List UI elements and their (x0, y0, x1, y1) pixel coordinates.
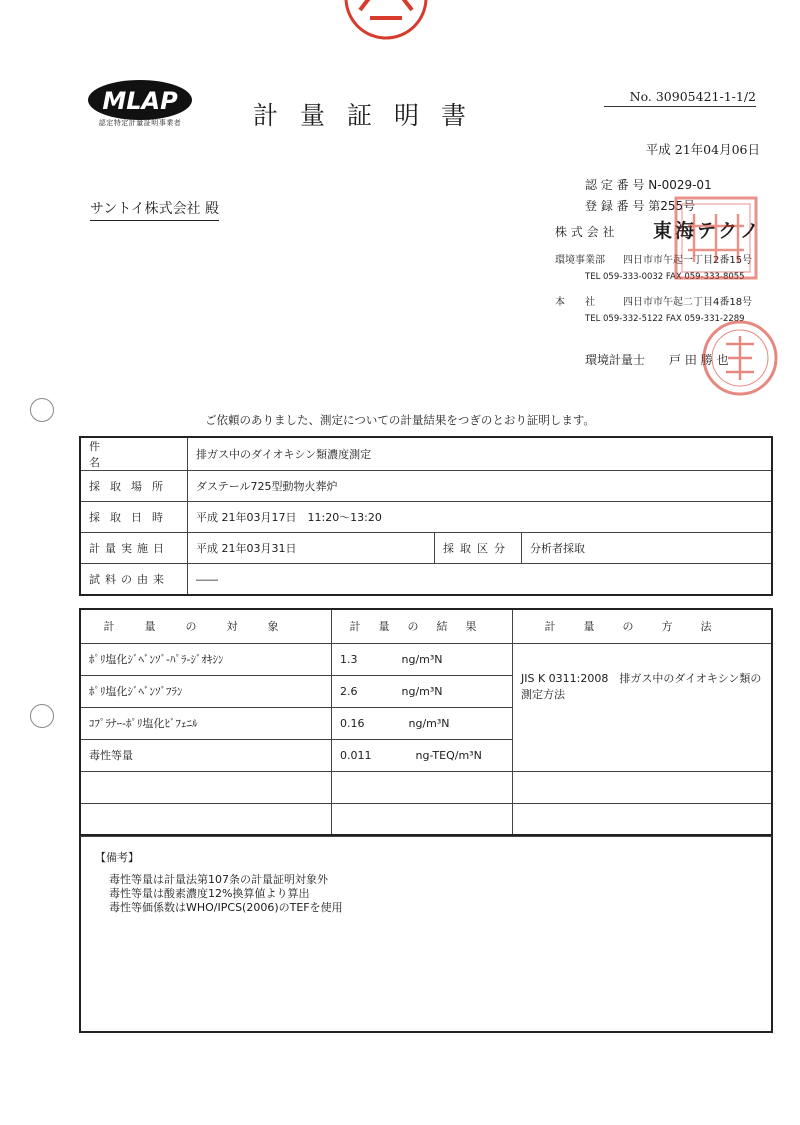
certificate-number: No. 30905421-1-1/2 (604, 89, 756, 107)
hq-contact: TEL 059-332-5122 FAX 059-331-2289 (585, 314, 745, 324)
env-office-address: 四日市市午起一丁目2番15号 (623, 255, 753, 266)
remarks-title: 【備考】 (95, 851, 139, 864)
empty-row (80, 803, 772, 835)
result-target: ｺﾌﾟﾗﾅｰ-ﾎﾟﾘ塩化ﾋﾞﾌｪﾆﾙ (80, 707, 332, 739)
table-row (80, 643, 772, 675)
result-value: 0.16 (340, 716, 365, 730)
measurer-seal-icon (700, 318, 780, 398)
hq-address: 四日市市午起二丁目4番18号 (623, 297, 753, 308)
table-row (80, 533, 772, 564)
results-table (79, 608, 773, 836)
result-value-cell (332, 643, 513, 675)
document-title: 計量証明書 (253, 101, 489, 130)
result-unit: ng-TEQ/m³N (415, 748, 482, 762)
measurer-label: 環境計量士 (585, 353, 646, 367)
sampling-datetime-label: 採取日時 (80, 502, 188, 533)
table-row (80, 564, 772, 596)
subject-label: 件名 (80, 437, 188, 471)
sampling-datetime-value: 平成 21年03月17日 11:20～13:20 (188, 502, 773, 533)
company-name: 東海テクノ (653, 220, 762, 242)
preamble-text: ご依頼のありました、測定についての計量結果をつぎのとおり証明します。 (205, 413, 595, 427)
top-stamp (340, 0, 432, 50)
method-value: JIS K 0311:2008 排ガス中のダイオキシン類の測定方法 (513, 643, 773, 771)
result-target: ﾎﾟﾘ塩化ｼﾞﾍﾞﾝｿﾞﾌﾗﾝ (80, 675, 332, 707)
result-target: 毒性等量 (80, 739, 332, 771)
table-row (80, 437, 772, 471)
remarks-line: 毒性等量は酸素濃度12%換算値より算出 (109, 887, 310, 900)
binder-hole-icon (30, 704, 54, 728)
sampling-class-label: 採取区分 (435, 533, 522, 564)
measurer-name: 戸 田 勝 也 (669, 353, 729, 367)
header-result: 計量の結果 (332, 609, 513, 643)
result-value: 1.3 (340, 652, 358, 666)
hq-label: 本 社 (555, 297, 595, 308)
logo-text: MLAP (102, 87, 178, 115)
result-value: 2.6 (340, 684, 358, 698)
env-office-label: 環境事業部 (555, 255, 605, 266)
accreditation-number: 認 定 番 号 N-0029-01 (585, 178, 712, 192)
header-method: 計量の方法 (513, 609, 773, 643)
info-table (79, 436, 773, 596)
result-value-cell (332, 739, 513, 771)
result-unit: ng/m³N (401, 684, 443, 698)
result-value-cell (332, 707, 513, 739)
recipient: サントイ株式会社 殿 (90, 198, 219, 221)
subject-value: 排ガス中のダイオキシン類濃度測定 (188, 437, 773, 471)
logo-subtitle: 認定特定計量証明事業者 (98, 119, 182, 127)
table-header-row (80, 609, 772, 643)
measure-date-label: 計量実施日 (80, 533, 188, 564)
result-value-cell (332, 675, 513, 707)
result-value: 0.011 (340, 748, 372, 762)
company-prefix: 株 式 会 社 (555, 225, 615, 239)
company-seal-icon (672, 194, 760, 282)
result-target: ﾎﾟﾘ塩化ｼﾞﾍﾞﾝｿﾞ-ﾊﾟﾗ-ｼﾞｵｷｼﾝ (80, 643, 332, 675)
table-row (80, 502, 772, 533)
issue-date: 平成 21年04月06日 (645, 142, 760, 157)
remarks-line: 毒性等価係数はWHO/IPCS(2006)のTEFを使用 (109, 901, 343, 914)
remarks-line: 毒性等量は計量法第107条の計量証明対象外 (109, 873, 328, 886)
origin-value: ―― (188, 564, 773, 596)
sampling-class-value: 分析者採取 (522, 533, 773, 564)
measure-date-value: 平成 21年03月31日 (188, 533, 435, 564)
empty-row (80, 771, 772, 803)
env-office-contact: TEL 059-333-0032 FAX 059-333-8055 (585, 272, 745, 282)
location-label: 採取場所 (80, 471, 188, 502)
result-unit: ng/m³N (408, 716, 450, 730)
registration-number: 登 録 番 号 第255号 (585, 199, 696, 213)
remarks-box (79, 836, 773, 1033)
location-value: ダステール725型動物火葬炉 (188, 471, 773, 502)
table-row (80, 471, 772, 502)
result-unit: ng/m³N (401, 652, 443, 666)
header-target: 計量の対象 (80, 609, 332, 643)
origin-label: 試料の由来 (80, 564, 188, 596)
